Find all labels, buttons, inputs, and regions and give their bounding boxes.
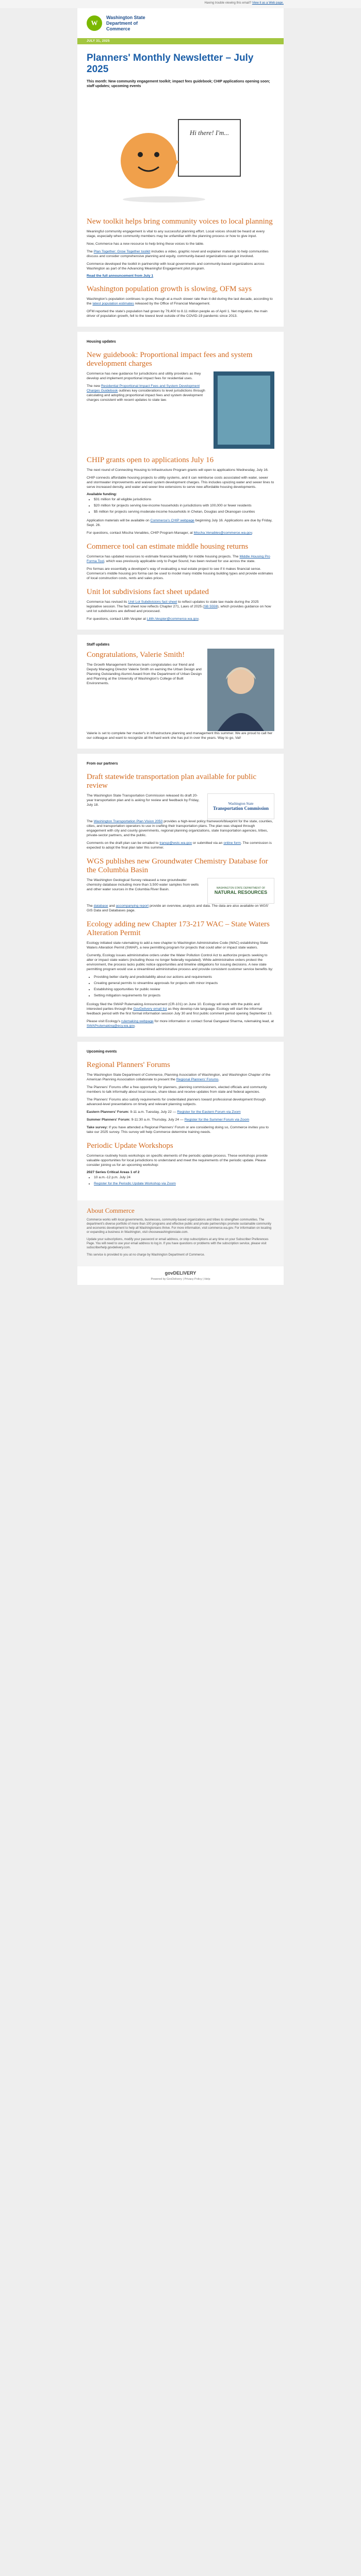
list-item: • $31 million for all eligible jurisdictions xyxy=(94,497,274,502)
summer-forum: Summer Planners' Forum: 9-11:30 a.m. Thursday, July 24 — Register for the Summer Forum via Zoom xyxy=(87,1118,250,1122)
chip-p3: Application materials will be available on Commerce's CHIP webpage beginning July 16. Applications are due by Friday, Sept. 26. xyxy=(87,519,272,527)
staff-updates-label: Staff updates xyxy=(87,643,110,647)
eastern-forum: Eastern Planners' Forum: 9-11 a.m. Tuesday, July 22 — Register for the Eastern Forum via Zoom xyxy=(87,1110,241,1114)
date-bar: JULY 31, 2025 xyxy=(77,38,284,44)
list-item: • Creating general permits to streamline approvals for projects with minor impacts xyxy=(94,981,274,986)
list-item: • Providing better clarity and predictability about our actions and requirements xyxy=(94,975,274,979)
regional-forums-link[interactable]: Regional Planners' Forums xyxy=(176,1078,219,1081)
chip-p4: For questions, contact Mischa Venables, CHIP Program Manager, at Mischa.Venables@commerce.wa.gov. xyxy=(87,531,253,535)
forums-p3: The Planners' Forums also satisfy requirements for credentialed planners toward professional development through advanced-level presentations on timely and relevant planning subjects. xyxy=(87,1098,266,1106)
unit-lot-p2: For questions, contact Lilith Vespier at Lilith.Vespier@commerce.wa.gov. xyxy=(87,617,200,621)
top-notice-bar xyxy=(0,0,361,8)
top-notice-text: Having trouble viewing this email? xyxy=(204,2,252,5)
transportation-online-form-link[interactable]: online form xyxy=(223,841,241,845)
swap-p4: Please visit Ecology's rulemaking webpage for more information or contact Sonal Gangawal Sharma, rulemaking lead, at SWAPrulemaking@ecy.wa.gov. xyxy=(87,1020,274,1028)
workshop-series-heading: 2027 Series Critical Areas 1 of 2 xyxy=(87,1171,140,1174)
staff-photo xyxy=(207,649,274,731)
workshops-heading: Periodic Update Workshops xyxy=(87,1142,173,1150)
list-item: • Setting mitigation requirements for projects xyxy=(94,993,274,998)
unit-lot-heading: Unit lot subdivisions fact sheet updated xyxy=(87,588,209,596)
section-divider xyxy=(77,327,284,332)
footer-p3: This service is provided to you at no charge by Washington Department of Commerce. xyxy=(87,1253,205,1257)
toolkit-p2: Now, Commerce has a new resource to help bring these voices to the table. xyxy=(87,242,204,246)
newsletter-intro: This month: New community engagement toolkit; impact fees guidebook; CHIP applications opening soon; staff updates; upcoming events xyxy=(87,80,270,88)
workshops-p1: Commerce routinely hosts workshops on specific elements of the periodic update process. These workshops provide valuable opportunities for local jurisdictions to understand and meet the requirements of the periodic update. Please consider joining us for an upcoming workshop: xyxy=(87,1154,268,1167)
pro-forma-p1: Commerce has updated resources to estimate financial feasibility for middle housing projects. The Middle Housing Pro Forma Tool, which was previously applicable only to Puget Sound, has been revised for use across the state. xyxy=(87,555,270,563)
forums-p2: The Planners' Forums offer a free opportunity for planners, planning commissioners, elected officials and community members to talk informally about local issues, share ideas and receive updates from state and federal agencies. xyxy=(87,1086,267,1094)
govdelivery-logo[interactable]: govDELIVERY xyxy=(165,1270,196,1276)
view-web-page-link[interactable]: View it as a Web page. xyxy=(252,2,284,5)
eastern-forum-register-link[interactable]: Register for the Eastern Forum via Zoom xyxy=(177,1110,241,1114)
swap-p2: Currently, Ecology issues administrative orders under the Water Pollution Control Act to authorize projects seeking to alter or impact state waters (including those no longer federally regulated). While administrative orders protect the environment, the process lacks public notice opportunities and timeline obligations for issuing decisions. A new state permitting program would use a streamlined administrative process and provide consistent customer service benefits by: xyxy=(87,954,273,971)
groundwater-p2: The database and accompanying report provide an overview, analysis and data. The data are also available on WGS' GIS Data and Databases page. xyxy=(87,904,269,912)
transportation-heading: Draft statewide transportation plan available for public review xyxy=(87,773,257,790)
section-divider xyxy=(77,630,284,635)
forum-survey: Take survey: If you have attended a Regional Planners' Forum or are considering doing so, Commerce invites you to take our 2025 survey. This survey will help Commerce determine training needs. xyxy=(87,1126,269,1134)
list-item: • $20 million for projects serving low-income households in jurisdictions with 100,000 or fewer residents xyxy=(94,503,274,508)
brand-line-1: Washington State xyxy=(106,14,145,20)
impact-fees-heading: New guidebook: Proportional impact fees and system development charges xyxy=(87,351,253,368)
brand-line-3: Commerce xyxy=(106,26,130,31)
chip-funding-list xyxy=(94,497,274,514)
wstc-logo-line-2: Transportation Commission xyxy=(212,806,269,811)
transportation-p3: Comments on the draft plan can be emailed to transp@wstc.wa.gov or submitted via an online form. The commission is expected to adopt the final plan later this summer. xyxy=(87,841,272,850)
unit-lot-fact-sheet-link[interactable]: Unit Lot Subdivisions fact sheet xyxy=(128,600,177,604)
impact-fees-block xyxy=(87,371,274,449)
footer-p2: Update your subscriptions, modify your password or email address, or stop subscriptions at any time on your Subscriber Preferences Page. You will need to use your email address to log in. If you have questions or problems with the subscription service, please visit subscriberhelp.govdelivery.com. xyxy=(87,1238,269,1249)
hero-graphic xyxy=(87,104,274,207)
groundwater-block xyxy=(87,878,274,904)
impact-fees-p1: Commerce has new guidance for jurisdictions and utility providers as they develop and implement proportional impact fees for residential uses. xyxy=(87,372,201,380)
staff-heading: Congratulations, Valerie Smith! xyxy=(87,651,185,659)
footer-p1: Commerce works with local governments, businesses, community-based organizations and tribes to strengthen communities. The department's diverse portfolio of more than 100 programs and effective public and private partnerships promote sustainable community and economic development to help all Washingtonians thrive. For more information, visit commerce.wa.gov. For information on locating or expanding a business in Washington, visit choosewashingtonstate.com. xyxy=(87,1218,272,1234)
population-p1: Washington's population continues to grow, though at a much slower rate than it did during the last decade, according to the latest population estimates released by the Office of Financial Management. xyxy=(87,297,273,306)
plan-together-toolkit-link[interactable]: Plan Together: Grow Together toolkit xyxy=(93,250,151,253)
list-item: • Establishing opportunities for public review xyxy=(94,987,274,992)
swap-p1: Ecology initiated state rulemaking to add a new chapter to Washington Administrative Code (WAC) establishing State Waters Alteration Permit (SWAP), a new permitting program for projects that could alter or impact state waters. xyxy=(87,941,268,950)
list-item: • $5 million for projects serving moderate-income households in Chelan, Douglas and Okanogan counties xyxy=(94,510,274,514)
pro-forma-p2: Pro formas are essentially a developer's way of evaluating a real estate project to see if it makes financial sense. Commerce's middle housing pro forma can be used to model many middle housing building types and provide estimates of local construction costs, rents and sales prices. xyxy=(87,567,273,580)
list-item: • 10 a.m.-12 p.m. July 24 xyxy=(94,1175,274,1180)
wstc-logo-line-1: Washington State xyxy=(228,802,254,806)
transportation-p1: The Washington State Transportation Commission released its draft 20-year transportation plan and is asking for review and feedback by Friday, July 18. xyxy=(87,794,200,807)
chip-funding-heading: Available funding: xyxy=(87,493,117,496)
swap-benefits-list xyxy=(94,975,274,998)
transportation-p2: The Washington Transportation Plan Vision 2050 provides a high-level policy framework/blueprint for the state, counties, cities, and transportation operators to use in crafting their transportation plans. The plan was shaped through engagement with city and county governments, regional planning organizations, state transportation agencies, tribes, private-sector partners, and the public. xyxy=(87,820,273,837)
sb-5559-link[interactable]: SB 5559 xyxy=(204,605,218,608)
rulemaking-webpage-link[interactable]: rulemaking webpage xyxy=(121,1020,154,1023)
pro-forma-tool-link[interactable]: Middle Housing Pro Forma Tool xyxy=(87,555,270,563)
chip-heading: CHIP grants open to applications July 16 xyxy=(87,456,214,464)
unit-lot-p1: Commerce has revised its Unit Lot Subdivisions fact sheet to reflect updates to state law made during the 2025 legislative session. The fact sheet now reflects Chapter 271, Laws of 2025 (SB 5559), which provides guidance on how unit lot subdivisions are defined and processed. xyxy=(87,600,271,613)
newsletter-body xyxy=(77,44,284,1200)
toolkit-announcement-link[interactable]: Read the full announcement from July 1 xyxy=(87,274,154,278)
section-divider xyxy=(77,749,284,754)
groundwater-heading: WGS publishes new Groundwater Chemistry Database for the Columbia Basin xyxy=(87,857,268,874)
chip-contact-email-link[interactable]: Mischa.Venables@commerce.wa.gov xyxy=(193,531,252,535)
govdelivery-list-link[interactable]: GovDelivery email list xyxy=(133,1007,167,1011)
about-commerce-heading: About Commerce xyxy=(87,1207,135,1214)
hero-illustration xyxy=(87,104,274,207)
swap-p3: Ecology filed the SWAP Rulemaking Announcement (CR-101) on June 10. Ecology will work with the public and interested parties through the GovDelivery email list as they develop rule language. Ecology will start the informal feedback period with the first formal information session July 30 and first public comment period opening September 13. xyxy=(87,1003,273,1015)
groundwater-p1: The Washington Geological Survey released a new groundwater chemistry database including more than 3,500 water samples from wells and other water sources in the Columbia River Basin. xyxy=(87,878,199,891)
footer-legal-links[interactable]: Powered by GovDelivery | Privacy Policy | Help xyxy=(151,1278,210,1281)
toolkit-heading: New toolkit helps bring community voices to local planning xyxy=(87,217,273,226)
list-item xyxy=(94,1181,274,1186)
staff-p2: Valerie is set to complete her master's in infrastructure planning and management this summer. We are proud to call her our colleague and want to recognize all the hard work she has put in over the years. Way to go, Val! xyxy=(87,732,273,740)
workshop-list xyxy=(94,1175,274,1186)
dnr-logo xyxy=(207,878,274,904)
hero-sign-text: Hi there! I'm... xyxy=(189,129,229,137)
guidebook-cover-image[interactable] xyxy=(214,371,274,449)
population-p2: OFM reported the state's population had grown by 79,400 to 8.11 million people as of April 1. Net migration, the main driver of population growth, fell to the lowest level outside of the COVID-19 pandemic since 2013. xyxy=(87,310,268,318)
vision-2050-link[interactable]: Washington Transportation Plan Vision 2050 xyxy=(93,820,163,823)
brand-line-2: Department of xyxy=(106,20,138,26)
unit-lot-contact-email-link[interactable]: Lilith.Vespier@commerce.wa.gov xyxy=(146,617,199,621)
commerce-logo-text[interactable] xyxy=(106,15,145,32)
forums-heading: Regional Planners' Forums xyxy=(87,1061,170,1069)
newsletter-title: Planners' Monthly Newsletter – July 2025 xyxy=(87,53,254,75)
footer xyxy=(77,1200,284,1266)
population-estimates-link[interactable]: latest population estimates xyxy=(92,302,134,306)
population-heading: Washington population growth is slowing, OFM says xyxy=(87,285,252,293)
housing-updates-label: Housing updates xyxy=(87,340,116,344)
chip-p1: The next round of Connecting Housing to Infrastructure Program grants will open to applications Wednesday, July 16. xyxy=(87,468,269,472)
swap-heading: Ecology adding new Chapter 173-217 WAC – State Waters Alteration Permit xyxy=(87,920,270,937)
impact-fees-guidebook-link[interactable]: Residential Proportional Impact Fees and System Development Charges Guidebook xyxy=(87,384,200,393)
transportation-block xyxy=(87,793,274,819)
commerce-logo-mark[interactable]: W xyxy=(87,15,102,31)
staff-photo-graphic xyxy=(207,649,274,731)
chip-webpage-link[interactable]: Commerce's CHIP webpage xyxy=(150,519,194,522)
wstc-logo xyxy=(207,793,274,819)
transportation-email-link[interactable]: transp@wstc.wa.gov xyxy=(159,841,192,845)
toolkit-p3: The Plan Together: Grow Together toolkit includes a video, graphic novel and explainer materials to help communities discuss and consider comprehensive planning and equity, community-based organizations can get involved. xyxy=(87,250,269,258)
staff-block xyxy=(87,649,274,731)
groundwater-report-link[interactable]: accompanying report xyxy=(116,904,149,908)
header-logo-bar xyxy=(77,8,284,38)
dnr-logo-line-2: NATURAL RESOURCES xyxy=(214,890,268,895)
summer-forum-register-link[interactable]: Register for the Summer Forum via Zoom xyxy=(184,1118,250,1122)
toolkit-p4: Commerce developed the toolkit in partnership with local governments and community-based organizations across Washington as part of the Advancing Meaningful Engagement pilot program. xyxy=(87,262,265,270)
partners-label: From our partners xyxy=(87,762,118,766)
upcoming-events-label: Upcoming events xyxy=(87,1050,117,1054)
newsletter-container xyxy=(77,8,284,1285)
pro-forma-heading: Commerce tool can estimate middle housing returns xyxy=(87,543,249,551)
dnr-logo-line-1: WASHINGTON STATE DEPARTMENT OF xyxy=(216,887,266,890)
groundwater-database-link[interactable]: database xyxy=(93,904,108,908)
workshop-register-link[interactable]: Register for the Periodic Update Workshop via Zoom xyxy=(94,1182,176,1185)
toolkit-p1: Meaningful community engagement is vital to any successful planning effort. Local voices should be heard at every stage, especially when community members may be unfamiliar with the planning process or how to give input. xyxy=(87,230,265,238)
staff-p1: The Growth Management Services team congratulates our friend and Deputy Managing Director Valerie Smith on earning the Urban Design and Planning Outstanding Alumni Award from the Department of Urban Design and Planning at the University of Washington's College of Built Environments. xyxy=(87,663,202,685)
impact-fees-p2: The new Residential Proportional Impact Fees and System Development Charges Guidebook outlines key considerations to level jurisdictions through calculating and adopting proportional impact fees and system development charges consistent with recent updates to state law. xyxy=(87,384,205,402)
forums-p1: The Washington State Department of Commerce, Planning Association of Washington, and Washington Chapter of the American Planning Association collaborate to present the Regional Planners' Forums. xyxy=(87,1073,271,1081)
swap-email-link[interactable]: SWAPrulemaking@ecy.wa.gov xyxy=(87,1024,135,1028)
section-divider xyxy=(77,1037,284,1042)
chip-p2: CHIP connects affordable housing projects to utility systems, and it can reimburse costs associated with water, sewer and stormwater improvements and waived system development charges. This includes upsizing water and sewer lines to serve increased density, and water and sewer line extensions to serve new affordable housing developments. xyxy=(87,476,274,489)
